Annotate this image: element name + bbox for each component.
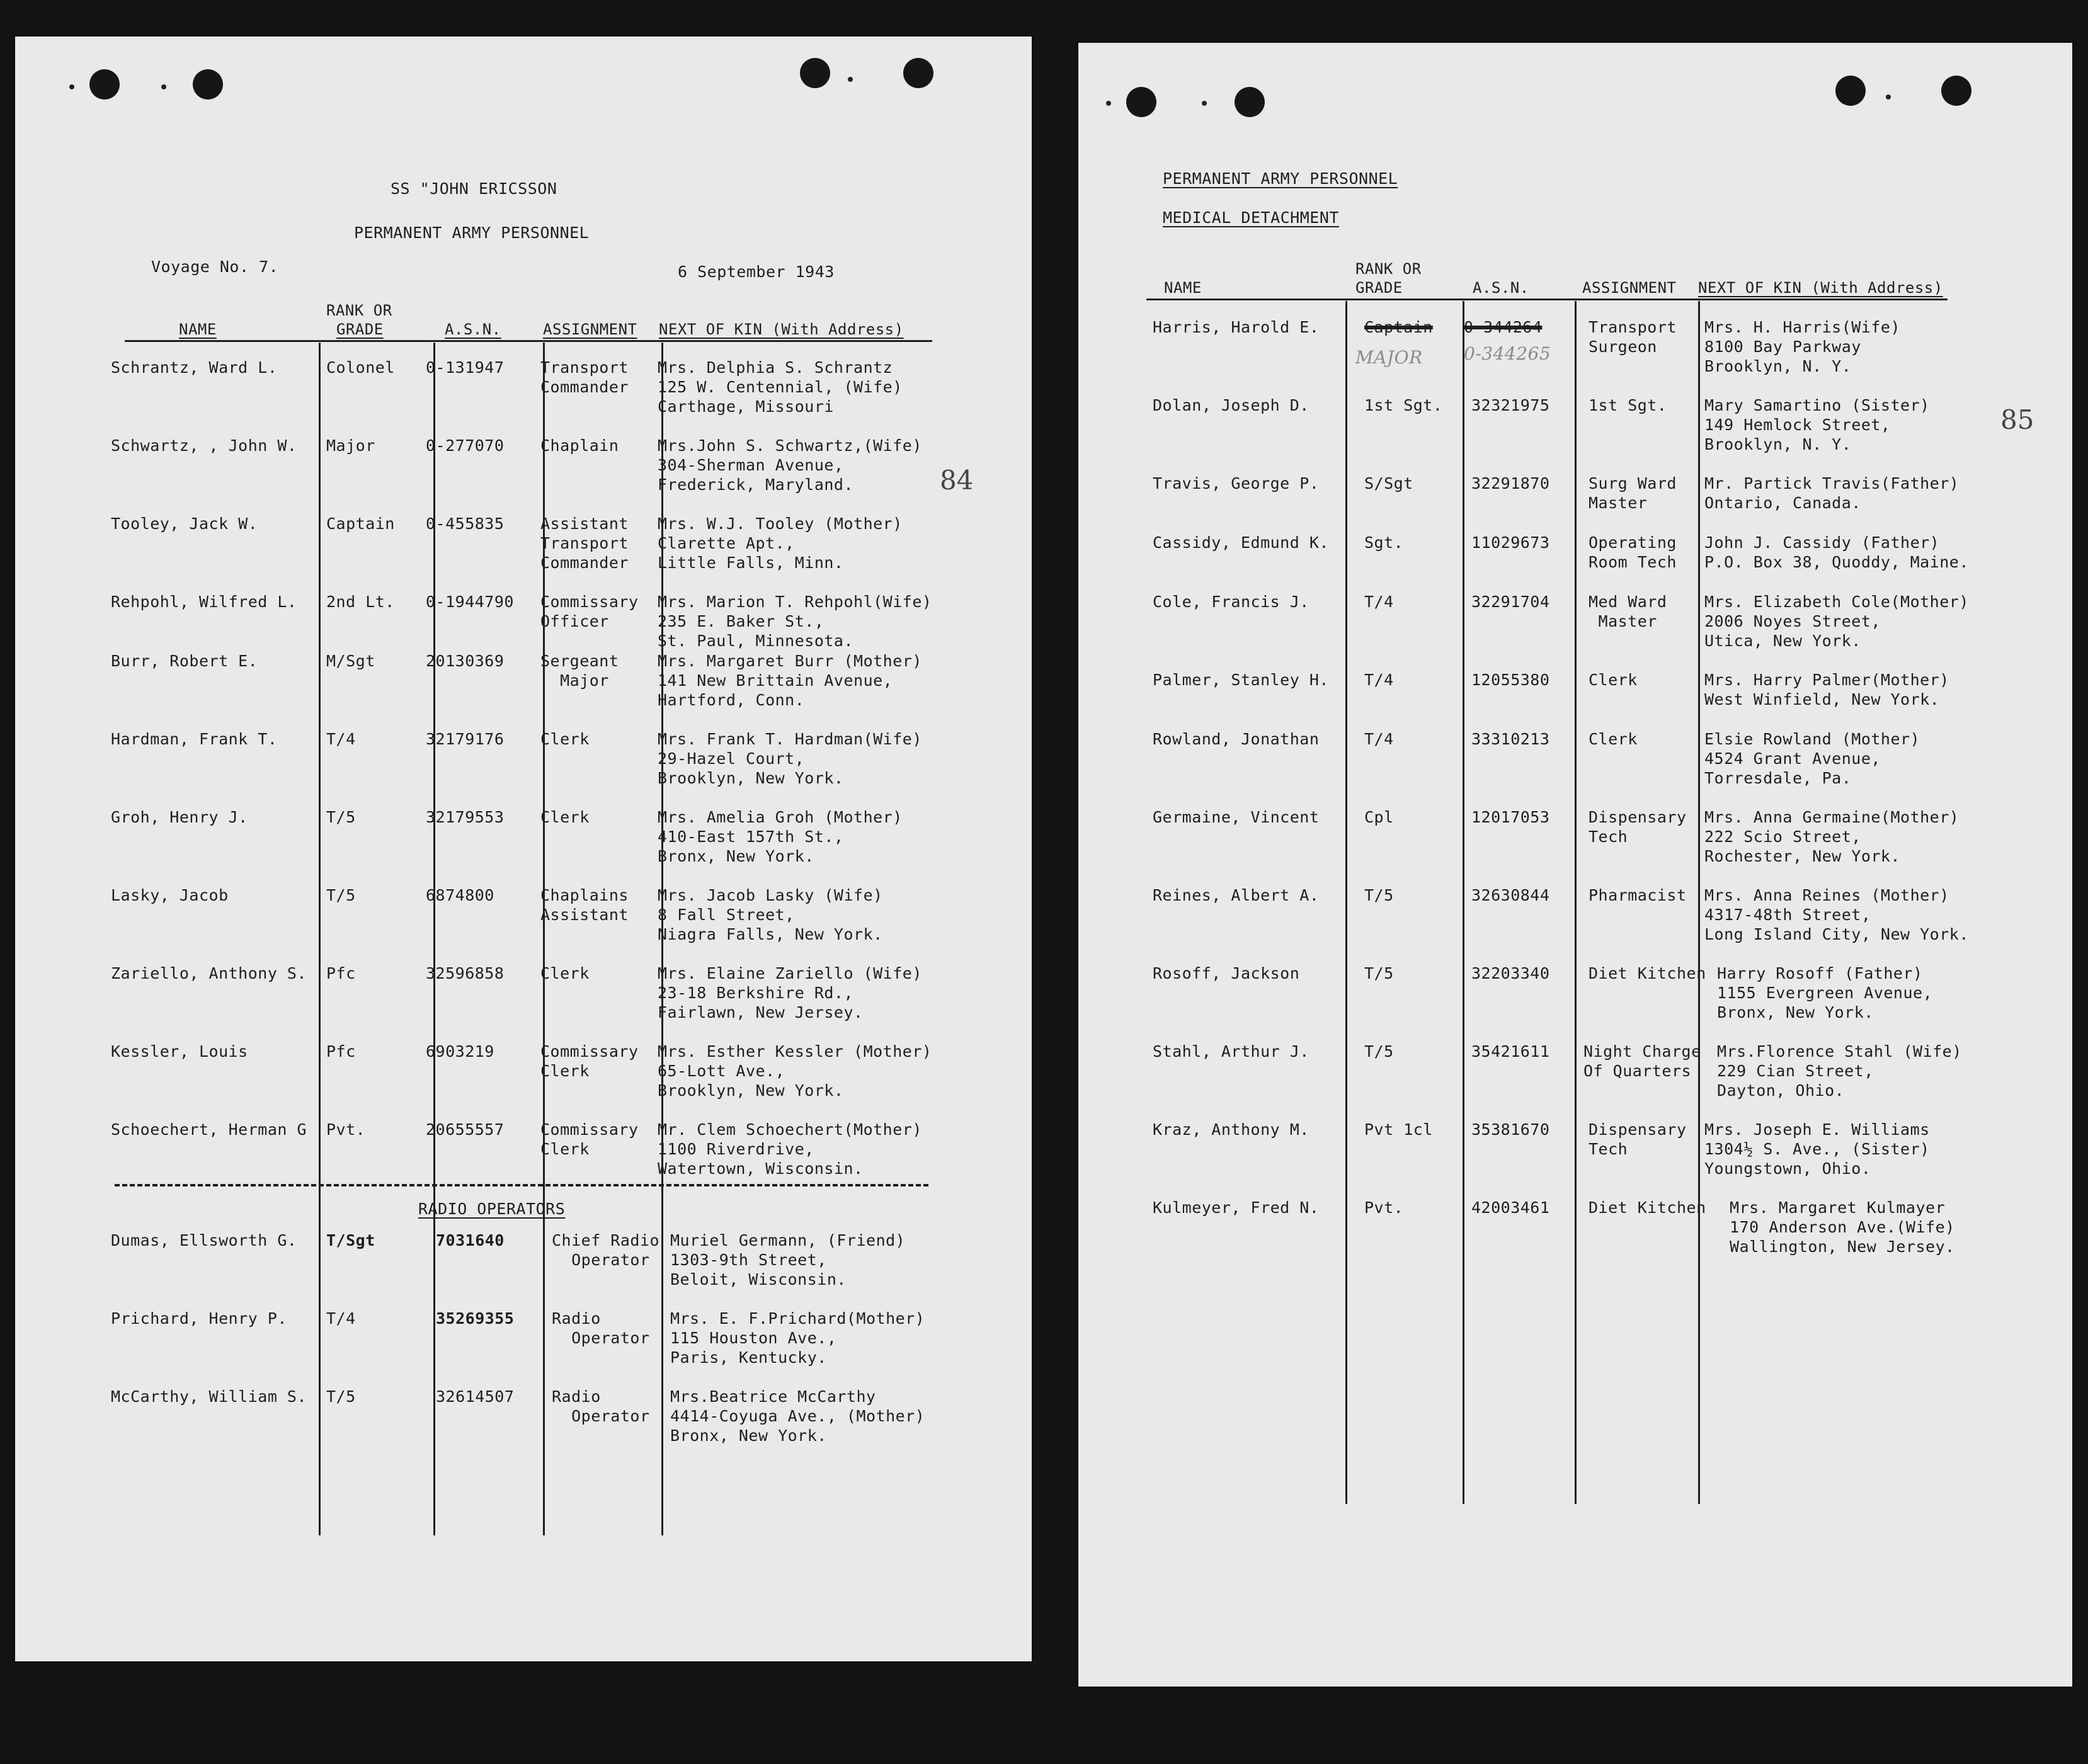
personnel-asn: 42003461 [1471,1198,1550,1217]
column-rule [1463,301,1464,1504]
personnel-next-of-kin: Mrs. Margaret Kulmayer 170 Anderson Ave.(Wife) Wallington, New Jersey. [1730,1198,1955,1256]
column-header-grade: GRADE [1355,279,1403,297]
personnel-rank: Colonel [326,358,395,377]
column-header-assignment: ASSIGNMENT [543,321,637,338]
personnel-assignment: Transport Commander [540,358,629,396]
personnel-assignment: Night Charge Of Quarters [1583,1042,1701,1080]
personnel-asn: 11029673 [1471,533,1550,552]
column-rule [1575,301,1577,1504]
header-rule [1146,299,1948,300]
personnel-rank: Pvt. [326,1120,366,1139]
struck-asn: 0-344264 [1464,318,1543,336]
personnel-name: Rehpohl, Wilfred L. [111,593,297,611]
column-header-assignment: ASSIGNMENT [1582,279,1677,297]
personnel-next-of-kin: Mrs. Anna Germaine(Mother) 222 Scio Street, Rochester, New York. [1704,808,1960,865]
document-date: 6 September 1943 [678,263,835,281]
personnel-rank: Pfc [326,1042,356,1061]
personnel-name: Dumas, Ellsworth G. [111,1231,297,1249]
handwritten-rank: MAJOR [1355,347,1423,368]
personnel-assignment: Commissary Officer [540,593,639,630]
personnel-asn: 0-1944790 [426,593,514,611]
personnel-assignment: Med Ward Master [1589,593,1667,630]
personnel-rank: Pvt 1cl [1364,1120,1433,1139]
personnel-rank: T/4 [1364,730,1394,748]
voyage-number: Voyage No. 7. [151,258,279,276]
personnel-asn: 33310213 [1471,730,1550,748]
personnel-name: Schrantz, Ward L. [111,358,278,377]
personnel-rank: T/5 [1364,964,1394,982]
personnel-asn: 32291870 [1471,474,1550,492]
speck [1202,101,1207,106]
column-header-next-of-kin: NEXT OF KIN (With Address) [659,321,904,338]
personnel-name: Kraz, Anthony M. [1153,1120,1309,1139]
personnel-assignment: Clerk [540,964,590,982]
personnel-next-of-kin: Mr. Partick Travis(Father) Ontario, Canada. [1704,474,1960,512]
personnel-next-of-kin: Mrs. H. Harris(Wife) 8100 Bay Parkway Brooklyn, N. Y. [1704,318,1901,375]
personnel-assignment: Surg Ward Master [1589,474,1677,512]
personnel-assignment: Diet Kitchen [1589,1198,1706,1217]
punch-hole [1835,76,1866,106]
personnel-next-of-kin: Mrs. W.J. Tooley (Mother) Clarette Apt., Little Falls, Minn. [658,515,903,572]
personnel-assignment: Clerk [1589,671,1638,689]
personnel-asn: 20130369 [426,652,505,670]
personnel-next-of-kin: Mrs.John S. Schwartz,(Wife) 304-Sherman Avenue, Frederick, Maryland. [658,436,922,494]
column-header-grade: GRADE [336,321,384,338]
personnel-rank: Captain [326,515,395,533]
personnel-assignment: Chief Radio Operator [552,1231,660,1269]
column-header-next-of-kin: NEXT OF KIN (With Address) [1698,279,1943,297]
personnel-rank: Sgt. [1364,533,1404,552]
section-subheading: MEDICAL DETACHMENT [1163,208,1339,227]
personnel-next-of-kin: Mrs. Joseph E. Williams 1304½ S. Ave., (Sister) Youngstown, Ohio. [1704,1120,1930,1178]
personnel-next-of-kin: Mrs. Jacob Lasky (Wife) 8 Fall Street, Niagra Falls, New York. [658,886,883,943]
punch-hole [193,69,223,100]
handwritten-asn: 0-344265 [1464,343,1551,364]
personnel-next-of-kin: Mrs. Elizabeth Cole(Mother) 2006 Noyes Street, Utica, New York. [1704,593,1969,650]
personnel-next-of-kin: Mrs. Elaine Zariello (Wife) 23-18 Berkshire Rd., Fairlawn, New Jersey. [658,964,922,1021]
personnel-name: Rosoff, Jackson [1153,964,1300,982]
personnel-name: Hardman, Frank T. [111,730,278,748]
personnel-name: Germaine, Vincent [1153,808,1320,826]
personnel-next-of-kin: Mr. Clem Schoechert(Mother) 1100 Riverdrive, Watertown, Wisconsin. [658,1120,922,1178]
column-header-name: NAME [179,321,217,338]
personnel-asn: 20655557 [426,1120,505,1139]
personnel-assignment: Commissary Clerk [540,1120,639,1158]
personnel-asn: 32614507 [436,1387,515,1406]
personnel-rank: Pvt. [1364,1198,1404,1217]
personnel-rank: T/5 [326,886,356,904]
personnel-rank: T/4 [326,1309,356,1328]
personnel-asn: 0-131947 [426,358,505,377]
column-rule [1345,301,1347,1504]
page-number: 84 [940,465,974,496]
personnel-rank: Major [326,436,375,455]
radio-operators-heading: RADIO OPERATORS [418,1200,566,1218]
personnel-asn: 12055380 [1471,671,1550,689]
personnel-asn: 32630844 [1471,886,1550,904]
punch-hole [89,69,120,100]
column-header-rank: RANK OR [326,302,392,319]
personnel-next-of-kin: Mary Samartino (Sister) 149 Hemlock Street, Brooklyn, N. Y. [1704,396,1930,453]
personnel-assignment: Transport Surgeon [1589,318,1677,356]
personnel-assignment: Operating Room Tech [1589,533,1677,571]
personnel-rank: T/4 [1364,593,1394,611]
personnel-name: Lasky, Jacob [111,886,229,904]
punch-hole [1235,87,1265,117]
personnel-next-of-kin: Mrs. E. F.Prichard(Mother) 115 Houston Ave., Paris, Kentucky. [670,1309,925,1367]
personnel-asn: 35421611 [1471,1042,1550,1061]
personnel-assignment: 1st Sgt. [1589,396,1667,414]
personnel-next-of-kin: Mrs. Anna Reines (Mother) 4317-48th Street, Long Island City, New York. [1704,886,1969,943]
personnel-name: Groh, Henry J. [111,808,248,826]
personnel-assignment: Sergeant Major [540,652,619,690]
personnel-rank: 1st Sgt. [1364,396,1443,414]
personnel-assignment: Assistant Transport Commander [540,515,629,572]
personnel-name: Cole, Francis J. [1153,593,1309,611]
personnel-assignment: Radio Operator [552,1387,650,1425]
personnel-next-of-kin: Mrs. Amelia Groh (Mother) 410-East 157th St., Bronx, New York. [658,808,903,865]
personnel-name: Prichard, Henry P. [111,1309,287,1328]
personnel-next-of-kin: Mrs.Florence Stahl (Wife) 229 Cian Street, Dayton, Ohio. [1717,1042,1962,1100]
personnel-name: Burr, Robert E. [111,652,258,670]
punch-hole [903,58,933,88]
personnel-asn: 32321975 [1471,396,1550,414]
personnel-asn: 6874800 [426,886,494,904]
personnel-rank: Cpl [1364,808,1394,826]
section-heading: PERMANENT ARMY PERSONNEL [354,224,590,242]
personnel-assignment: Clerk [1589,730,1638,748]
column-rule [319,343,321,1535]
personnel-rank: T/4 [1364,671,1394,689]
personnel-assignment: Commissary Clerk [540,1042,639,1080]
page-number: 85 [2000,404,2034,435]
personnel-assignment: Chaplain [540,436,619,455]
personnel-assignment: Clerk [540,808,590,826]
personnel-assignment: Diet Kitchen [1589,964,1706,982]
personnel-assignment: Radio Operator [552,1309,650,1347]
personnel-rank: T/5 [1364,886,1394,904]
personnel-name: Travis, George P. [1153,474,1320,492]
column-rule [1698,301,1700,1504]
personnel-rank: T/5 [326,1387,356,1406]
right-page [1078,43,2072,1687]
personnel-assignment: Dispensary Tech [1589,808,1687,846]
personnel-next-of-kin: Mrs. Frank T. Hardman(Wife) 29-Hazel Court, Brooklyn, New York. [658,730,922,787]
personnel-assignment: Pharmacist [1589,886,1687,904]
personnel-name: Cassidy, Edmund K. [1153,533,1329,552]
personnel-next-of-kin: Mrs. Margaret Burr (Mother) 141 New Brittain Avenue, Hartford, Conn. [658,652,922,709]
punch-hole [1126,87,1156,117]
personnel-next-of-kin: Elsie Rowland (Mother) 4524 Grant Avenue, Torresdale, Pa. [1704,730,1920,787]
personnel-asn: 32291704 [1471,593,1550,611]
personnel-rank: 2nd Lt. [326,593,395,611]
personnel-next-of-kin: Mrs. Delphia S. Schrantz 125 W. Centennial, (Wife) Carthage, Missouri [658,358,903,416]
personnel-asn: 6903219 [426,1042,494,1061]
personnel-name: Palmer, Stanley H. [1153,671,1329,689]
struck-rank: Captain [1364,318,1433,336]
speck [1886,94,1891,100]
personnel-next-of-kin: John J. Cassidy (Father) P.O. Box 38, Quoddy, Maine. [1704,533,1969,571]
personnel-name: Zariello, Anthony S. [111,964,307,982]
personnel-rank: M/Sgt [326,652,375,670]
punch-hole [800,58,830,88]
column-header-asn: A.S.N. [445,321,501,338]
punch-hole [1941,76,1971,106]
personnel-name: Tooley, Jack W. [111,515,258,533]
column-header-rank: RANK OR [1355,260,1422,278]
speck [69,84,74,89]
personnel-name: Reines, Albert A. [1153,886,1320,904]
personnel-asn: 32179176 [426,730,505,748]
personnel-name: Dolan, Joseph D. [1153,396,1309,414]
header-rule [125,340,932,342]
personnel-name: Kessler, Louis [111,1042,248,1061]
speck [848,77,853,82]
personnel-rank: S/Sgt [1364,474,1413,492]
personnel-rank: T/5 [326,808,356,826]
personnel-name: Schwartz, , John W. [111,436,297,455]
personnel-asn: 0-277070 [426,436,505,455]
personnel-next-of-kin: Harry Rosoff (Father) 1155 Evergreen Avenue, Bronx, New York. [1717,964,1933,1021]
ship-title: SS "JOHN ERICSSON [391,179,557,198]
section-divider [115,1184,928,1186]
personnel-name: Rowland, Jonathan [1153,730,1320,748]
personnel-asn: 32596858 [426,964,505,982]
personnel-rank: T/5 [1364,1042,1394,1061]
personnel-name: McCarthy, William S. [111,1387,307,1406]
section-heading: PERMANENT ARMY PERSONNEL [1163,169,1398,188]
column-header-name: NAME [1164,279,1202,297]
personnel-assignment: Chaplains Assistant [540,886,629,924]
personnel-name: Kulmeyer, Fred N. [1153,1198,1320,1217]
left-page [15,37,1032,1661]
personnel-next-of-kin: Muriel Germann, (Friend) 1303-9th Street, Beloit, Wisconsin. [670,1231,906,1289]
personnel-asn: 35381670 [1471,1120,1550,1139]
speck [1106,101,1111,106]
personnel-asn: 0-455835 [426,515,505,533]
personnel-next-of-kin: Mrs. Esther Kessler (Mother) 65-Lott Ave., Brooklyn, New York. [658,1042,932,1100]
personnel-asn: 32203340 [1471,964,1550,982]
personnel-next-of-kin: Mrs.Beatrice McCarthy 4414-Coyuga Ave., (Mother) Bronx, New York. [670,1387,925,1445]
personnel-assignment: Dispensary Tech [1589,1120,1687,1158]
personnel-name: Stahl, Arthur J. [1153,1042,1309,1061]
personnel-asn: 32179553 [426,808,505,826]
column-header-asn: A.S.N. [1473,279,1529,297]
speck [161,84,166,89]
personnel-name: Harris, Harold E. [1153,318,1320,336]
personnel-name: Schoechert, Herman G [111,1120,307,1139]
personnel-rank: T/4 [326,730,356,748]
personnel-asn: 12017053 [1471,808,1550,826]
personnel-rank: Pfc [326,964,356,982]
personnel-asn: 7031640 [436,1231,505,1249]
personnel-asn: 35269355 [436,1309,515,1328]
personnel-next-of-kin: Mrs. Harry Palmer(Mother) West Winfield, New York. [1704,671,1949,708]
personnel-assignment: Clerk [540,730,590,748]
personnel-rank: T/Sgt [326,1231,375,1249]
personnel-next-of-kin: Mrs. Marion T. Rehpohl(Wife) 235 E. Baker St., St. Paul, Minnesota. [658,593,932,650]
